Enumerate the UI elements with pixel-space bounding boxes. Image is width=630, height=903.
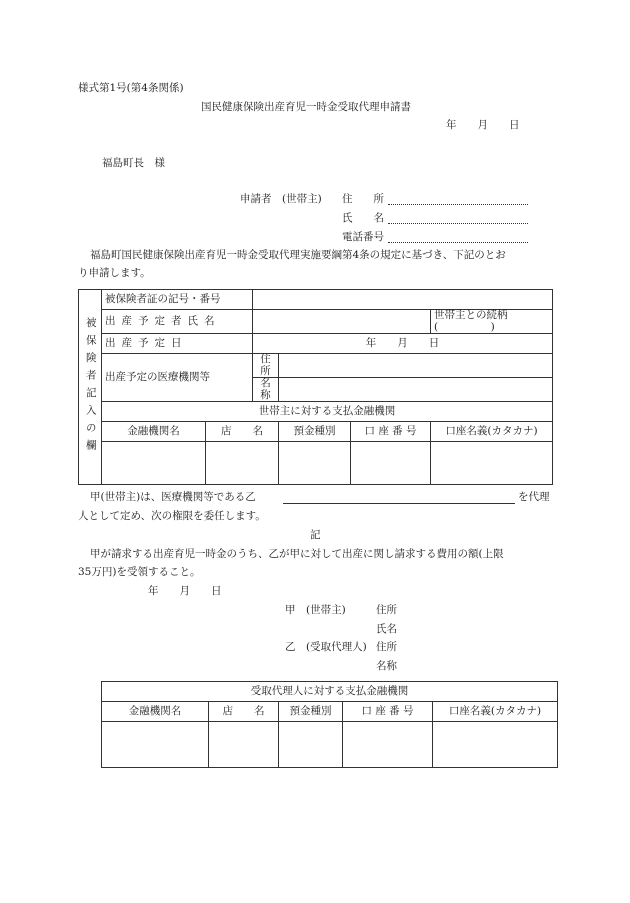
ki-heading: 記: [310, 529, 321, 541]
intro-text-line-2: り申請します。: [78, 267, 151, 279]
bank-name-field[interactable]: [102, 442, 206, 485]
agent-branch-name-field[interactable]: [209, 722, 279, 768]
form-title: 国民健康保険出産育児一時金受取代理申請書: [201, 101, 411, 113]
otsu-name-label: 名称: [376, 660, 397, 672]
delegation-text-2: 人として定め、次の権限を委任します。: [78, 510, 266, 522]
agent-bank-name-header: 金融機関名: [102, 702, 209, 722]
facility-label: 出産予定の医療機関等: [102, 354, 253, 402]
delegation-text-1a: 甲(世帯主)は、医療機関等である乙: [90, 491, 256, 503]
otsu-label: 乙 (受取代理人): [285, 641, 367, 653]
branch-name-field[interactable]: [206, 442, 279, 485]
facility-name-field[interactable]: [279, 378, 553, 402]
addressee: 福島町長 様: [102, 157, 165, 169]
submission-date: 年 月 日: [446, 119, 520, 131]
applicant-address-label: 住 所: [342, 193, 384, 205]
facility-address-label: 住 所: [253, 354, 279, 378]
agent-branch-name-header: 店 名: [209, 702, 279, 722]
delegation-body-1: 甲が請求する出産育児一時金のうち、乙が甲に対して出産に関し請求する費用の額(上限: [90, 548, 504, 560]
household-bank-title: 世帯主に対する支払金融機関: [102, 402, 553, 422]
bank-name-header: 金融機関名: [102, 422, 206, 442]
agent-bank-name-field[interactable]: [102, 722, 209, 768]
account-holder-header: 口座名義(カタカナ): [431, 422, 553, 442]
agent-bank-title: 受取代理人に対する支払金融機関: [102, 682, 558, 702]
due-date-field[interactable]: 年 月 日: [253, 334, 553, 354]
facility-name-label: 名 称: [253, 378, 279, 402]
otsu-address-label: 住所: [376, 641, 397, 653]
medical-institution-line[interactable]: [283, 492, 515, 504]
applicant-phone-line[interactable]: [388, 232, 528, 243]
delegation-date: 年 月 日: [148, 585, 222, 597]
applicant-name-line[interactable]: [388, 213, 528, 224]
agent-deposit-type-header: 預金種別: [279, 702, 343, 722]
applicant-label: 申請者 (世帯主): [240, 193, 322, 205]
agent-bank-table: [101, 681, 558, 768]
applicant-name-label: 氏 名: [342, 212, 384, 224]
ko-address-label: 住所: [376, 604, 397, 616]
account-number-field[interactable]: [351, 442, 431, 485]
due-date-label: 出産予定日: [102, 334, 253, 354]
form-number: 様式第1号(第4条関係): [78, 82, 184, 94]
relation-field[interactable]: 世帯主との続柄( ): [431, 310, 553, 334]
account-holder-field[interactable]: [431, 442, 553, 485]
applicant-phone-label: 電話番号: [342, 231, 384, 243]
deposit-type-field[interactable]: [279, 442, 351, 485]
branch-name-header: 店 名: [206, 422, 279, 442]
ko-label: 甲 (世帯主): [285, 604, 346, 616]
delegation-text-1b: を代理: [518, 491, 550, 503]
expected-parent-label: 出産予定者氏名: [102, 310, 253, 334]
insured-section-table: [78, 289, 553, 485]
facility-address-field[interactable]: [279, 354, 553, 378]
expected-parent-field[interactable]: [253, 310, 431, 334]
intro-text-line-1: 福島町国民健康保険出産育児一時金受取代理実施要綱第4条の規定に基づき、下記のとお: [90, 249, 506, 261]
insured-side-label: 被保険者記入の欄: [79, 290, 102, 485]
applicant-address-line[interactable]: [388, 194, 528, 205]
agent-account-number-field[interactable]: [343, 722, 433, 768]
account-number-header: 口 座 番 号: [351, 422, 431, 442]
insurance-card-field[interactable]: [253, 290, 553, 310]
agent-deposit-type-field[interactable]: [279, 722, 343, 768]
delegation-body-2: 35万円)を受領すること。: [78, 566, 201, 578]
deposit-type-header: 預金種別: [279, 422, 351, 442]
ko-name-label: 氏名: [376, 623, 397, 635]
agent-account-number-header: 口 座 番 号: [343, 702, 433, 722]
agent-account-holder-field[interactable]: [433, 722, 558, 768]
agent-account-holder-header: 口座名義(カタカナ): [433, 702, 558, 722]
insurance-card-label: 被保険者証の記号・番号: [102, 290, 253, 310]
